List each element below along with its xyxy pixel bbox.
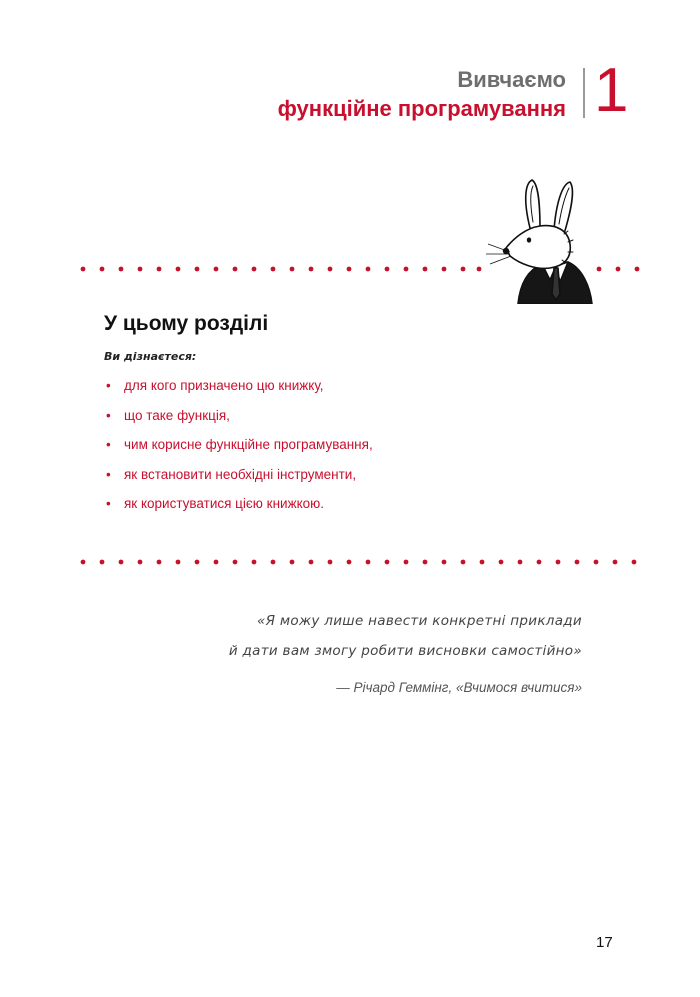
quote-attribution: — Річард Геммінг, «Вчимося вчитися» — [336, 680, 582, 695]
rat-in-suit-icon — [484, 174, 594, 304]
bullet-icon: • — [106, 407, 111, 423]
list-item — [104, 465, 373, 495]
list-item-text: що таке функція, — [124, 407, 230, 423]
quote — [229, 606, 582, 666]
bullet-icon: • — [106, 378, 111, 393]
chapter-title-line2: функційне програмування — [277, 96, 566, 121]
list-item-text: як користуватися цією книжкою. — [124, 496, 325, 511]
chapter-title — [278, 66, 566, 124]
learn-label: Ви дізнаєтеся: — [104, 350, 197, 363]
list-item — [104, 435, 373, 465]
list-item — [104, 406, 373, 436]
bullet-icon: • — [106, 466, 111, 482]
quote-line-2: й дати вам змогу робити висновки самостійно» — [228, 643, 582, 659]
dotted-rule-top-left — [80, 264, 482, 274]
quote-line-1: «Я можу лише навести конкретні приклади — [257, 613, 582, 629]
list-item-text: для кого призначено цю книжку, — [124, 378, 324, 393]
chapter-title-line1: Вивчаємо — [457, 67, 566, 92]
list-item-text: чим корисне функційне програмування, — [124, 437, 373, 452]
bullet-icon: • — [106, 496, 111, 511]
list-item — [104, 376, 373, 406]
learning-list — [104, 376, 373, 524]
list-item-text: як встановити необхідні інструменти, — [124, 466, 357, 482]
list-item — [104, 494, 373, 524]
section-title: У цьому розділі — [104, 312, 269, 335]
page-number: 17 — [596, 934, 613, 951]
bullet-icon: • — [106, 437, 111, 452]
dotted-rule-top-right — [594, 264, 642, 274]
chapter-divider — [583, 68, 585, 118]
chapter-number: 1 — [594, 56, 629, 125]
dotted-rule-bottom — [80, 557, 642, 567]
